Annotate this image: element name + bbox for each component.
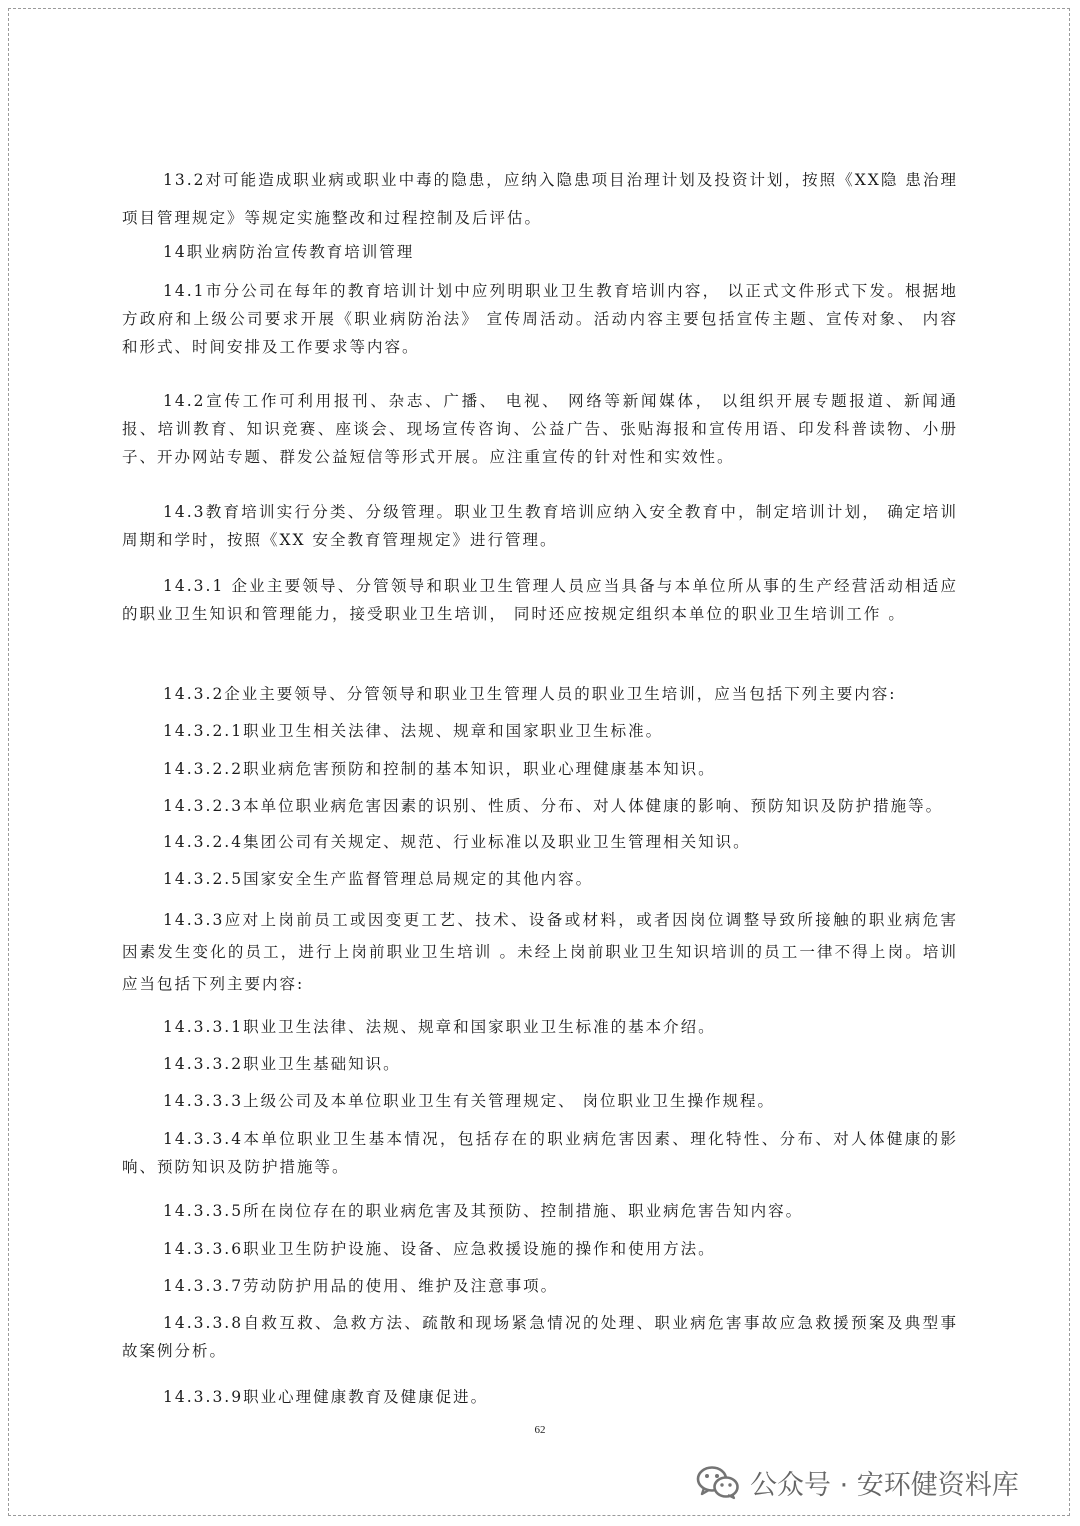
paragraph-14-3-2-3: 14.3.2.3本单位职业病危害因素的识别、性质、分布、对人体健康的影响、预防知识及防护措施等。 [163, 797, 944, 815]
paragraph-14-3-3-5: 14.3.3.5所在岗位存在的职业病危害及其预防、控制措施、职业病危害告知内容。 [163, 1202, 804, 1220]
paragraph-14-3-3-3: 14.3.3.3上级公司及本单位职业卫生有关管理规定、 岗位职业卫生操作规程。 [163, 1092, 776, 1110]
paragraph-14-3-2-1: 14.3.2.1职业卫生相关法律、法规、规章和国家职业卫生标准。 [163, 722, 664, 740]
paragraph-14-3-2-5: 14.3.2.5国家安全生产监督管理总局规定的其他内容。 [163, 870, 594, 888]
paragraph-14-3-3-1: 14.3.3.1职业卫生法律、法规、规章和国家职业卫生标准的基本介绍。 [163, 1018, 716, 1036]
heading-section-14: 14职业病防治宣传教育培训管理 [163, 243, 415, 261]
paragraph-14-3-1: 14.3.1 企业主要领导、分管领导和职业卫生管理人员应当具备与本单位所从事的生产经营活动相适应的职业卫生知识和管理能力，接受职业卫生培训， 同时还应按规定组织本单位的职业卫生培训工作 。 [122, 577, 958, 623]
wechat-icon [696, 1464, 740, 1500]
paragraph-14-3-3-7: 14.3.3.7劳动防护用品的使用、维护及注意事项。 [163, 1277, 559, 1295]
paragraph-14-3-3-6: 14.3.3.6职业卫生防护设施、设备、应急救援设施的操作和使用方法。 [163, 1240, 716, 1258]
paragraph-14-1: 14.1市分公司在每年的教育培训计划中应列明职业卫生教育培训内容， 以正式文件形式下发。根据地方政府和上级公司要求开展《职业病防治法》 宣传周活动。活动内容主要包括宣传主题、宣传对象、 内容和形式、时间安排及工作要求等内容。 [122, 282, 958, 356]
watermark-text: 公众号 · 安环健资料库 [750, 1469, 1019, 1501]
paragraph-14-3: 14.3教育培训实行分类、分级管理。职业卫生教育培训应纳入安全教育中，制定培训计划， 确定培训周期和学时，按照《XX 安全教育管理规定》进行管理。 [122, 503, 958, 549]
paragraph-14-3-2-4: 14.3.2.4集团公司有关规定、规范、行业标准以及职业卫生管理相关知识。 [163, 833, 751, 851]
page-number: 62 [534, 1424, 546, 1436]
paragraph-14-3-2: 14.3.2企业主要领导、分管领导和职业卫生管理人员的职业卫生培训，应当包括下列主要内容: [163, 685, 897, 703]
paragraph-14-3-3-2: 14.3.3.2职业卫生基础知识。 [163, 1055, 401, 1073]
paragraph-14-3-3-4: 14.3.3.4本单位职业卫生基本情况，包括存在的职业病危害因素、理化特性、分布、对人体健康的影响、预防知识及防护措施等。 [122, 1130, 958, 1176]
paragraph-14-3-3-8: 14.3.3.8自救互救、急救方法、疏散和现场紧急情况的处理、职业病危害事故应急救援预案及典型事故案例分析。 [122, 1314, 958, 1360]
paragraph-14-3-3: 14.3.3应对上岗前员工或因变更工艺、技术、设备或材料，或者因岗位调整导致所接触的职业病危害因素发生变化的员工，进行上岗前职业卫生培训 。未经上岗前职业卫生知识培训的员工一律不得上岗。培训应当包括下列主要内容: [122, 911, 958, 993]
paragraph-13-2: 13.2对可能造成职业病或职业中毒的隐患，应纳入隐患项目治理计划及投资计划，按照《XX隐 患治理项目管理规定》等规定实施整改和过程控制及后评估。 [122, 171, 958, 227]
paragraph-14-3-3-9: 14.3.3.9职业心理健康教育及健康促进。 [163, 1388, 489, 1406]
watermark [696, 1458, 1019, 1506]
paragraph-14-2: 14.2宣传工作可利用报刊、杂志、广播、 电视、 网络等新闻媒体， 以组织开展专题报道、新闻通报、培训教育、知识竞赛、座谈会、现场宣传咨询、公益广告、张贴海报和宣传用语、印发科普读物、小册子、开办网站专题、群发公益短信等形式开展。应注重宣传的针对性和实效性。 [122, 392, 958, 466]
paragraph-14-3-2-2: 14.3.2.2职业病危害预防和控制的基本知识，职业心理健康基本知识。 [163, 760, 716, 778]
